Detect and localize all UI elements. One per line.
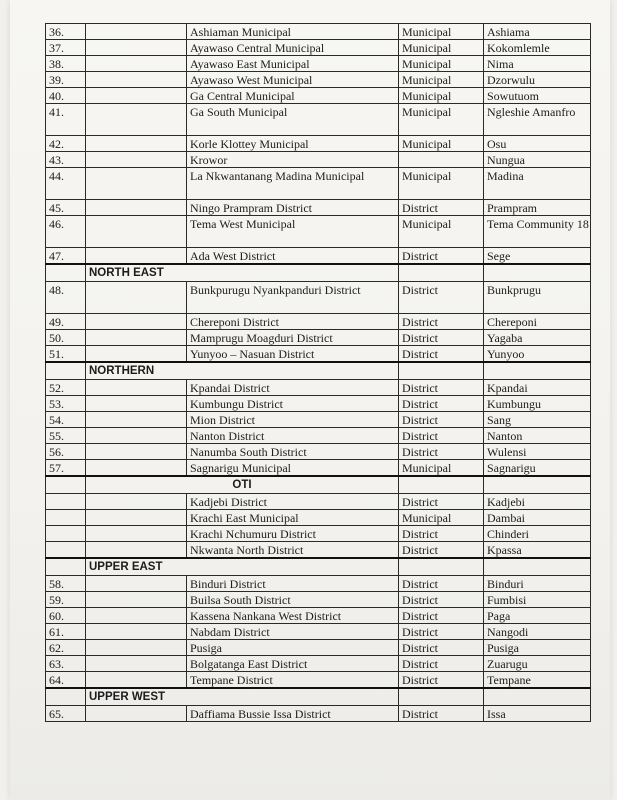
district-name: Builsa South District <box>187 592 399 608</box>
table-row <box>46 412 591 428</box>
district-capital: Dambai <box>484 510 591 526</box>
district-name: Ningo Prampram District <box>187 200 399 216</box>
row-number: 60. <box>46 608 86 624</box>
region-number-cell <box>46 558 86 576</box>
region-cell <box>86 672 187 689</box>
row-number <box>46 542 86 559</box>
district-capital: Nangodi <box>484 624 591 640</box>
region-cell <box>86 346 187 363</box>
row-number: 55. <box>46 428 86 444</box>
district-type: District <box>399 494 484 510</box>
table-row <box>46 656 591 672</box>
region-name: OTI <box>86 476 399 494</box>
region-cell <box>86 216 187 248</box>
district-type: Municipal <box>399 168 484 200</box>
district-capital: Madina <box>484 168 591 200</box>
row-number: 56. <box>46 444 86 460</box>
district-table <box>45 23 591 722</box>
row-number: 63. <box>46 656 86 672</box>
district-capital: Binduri <box>484 576 591 592</box>
region-cell <box>86 576 187 592</box>
district-capital: Pusiga <box>484 640 591 656</box>
district-capital: Osu <box>484 136 591 152</box>
district-capital: Bunkprugu <box>484 282 591 314</box>
region-cell <box>86 608 187 624</box>
row-number: 52. <box>46 380 86 396</box>
region-name: NORTH EAST <box>86 264 399 282</box>
district-type: District <box>399 248 484 265</box>
document-page <box>10 0 610 800</box>
district-type: District <box>399 672 484 689</box>
table-row <box>46 72 591 88</box>
table-row <box>46 640 591 656</box>
district-capital: Nima <box>484 56 591 72</box>
region-name: NORTHERN <box>86 362 399 380</box>
row-number: 65. <box>46 706 86 722</box>
table-row <box>46 88 591 104</box>
district-capital: Prampram <box>484 200 591 216</box>
district-type: District <box>399 542 484 559</box>
district-capital: Ngleshie Amanfro <box>484 104 591 136</box>
district-type: Municipal <box>399 72 484 88</box>
region-number-cell <box>46 688 86 706</box>
district-name: Ga South Municipal <box>187 104 399 136</box>
district-table-body <box>46 24 591 722</box>
row-number: 42. <box>46 136 86 152</box>
district-type <box>399 152 484 168</box>
table-row <box>46 592 591 608</box>
region-cell <box>86 542 187 559</box>
table-row <box>46 330 591 346</box>
district-name: Daffiama Bussie Issa District <box>187 706 399 722</box>
region-capital-cell <box>484 688 591 706</box>
row-number: 45. <box>46 200 86 216</box>
district-capital: Nanton <box>484 428 591 444</box>
region-cell <box>86 248 187 265</box>
district-name: Kadjebi District <box>187 494 399 510</box>
region-cell <box>86 526 187 542</box>
district-capital: Issa <box>484 706 591 722</box>
table-row <box>46 510 591 526</box>
district-name: Bunkpurugu Nyankpanduri District <box>187 282 399 314</box>
district-name: Krachi Nchumuru District <box>187 526 399 542</box>
table-row <box>46 56 591 72</box>
district-capital: Yunyoo <box>484 346 591 363</box>
district-capital: Kadjebi <box>484 494 591 510</box>
region-cell <box>86 706 187 722</box>
row-number: 43. <box>46 152 86 168</box>
district-type: District <box>399 412 484 428</box>
region-cell <box>86 428 187 444</box>
region-capital-cell <box>484 476 591 494</box>
region-capital-cell <box>484 558 591 576</box>
row-number <box>46 510 86 526</box>
region-cell <box>86 136 187 152</box>
table-row <box>46 24 591 40</box>
table-row <box>46 460 591 477</box>
region-type-cell <box>399 688 484 706</box>
table-row <box>46 608 591 624</box>
region-number-cell <box>46 476 86 494</box>
district-type: District <box>399 346 484 363</box>
table-row <box>46 380 591 396</box>
table-row <box>46 152 591 168</box>
region-cell <box>86 592 187 608</box>
table-row <box>46 248 591 265</box>
row-number: 41. <box>46 104 86 136</box>
district-type: District <box>399 396 484 412</box>
region-cell <box>86 330 187 346</box>
district-name: Yunyoo – Nasuan District <box>187 346 399 363</box>
district-name: Krowor <box>187 152 399 168</box>
district-name: Kpandai District <box>187 380 399 396</box>
region-header-row <box>46 476 591 494</box>
district-type: District <box>399 640 484 656</box>
district-name: Ga Central Municipal <box>187 88 399 104</box>
region-cell <box>86 152 187 168</box>
district-type: District <box>399 608 484 624</box>
region-cell <box>86 460 187 477</box>
table-row <box>46 672 591 689</box>
region-number-cell <box>46 362 86 380</box>
region-cell <box>86 444 187 460</box>
district-capital: Kokomlemle <box>484 40 591 56</box>
region-cell <box>86 412 187 428</box>
district-type: Municipal <box>399 510 484 526</box>
row-number: 46. <box>46 216 86 248</box>
district-type: District <box>399 380 484 396</box>
row-number: 58. <box>46 576 86 592</box>
district-capital: Chereponi <box>484 314 591 330</box>
table-row <box>46 346 591 363</box>
row-number: 39. <box>46 72 86 88</box>
region-cell <box>86 396 187 412</box>
region-header-row <box>46 264 591 282</box>
row-number: 64. <box>46 672 86 689</box>
region-capital-cell <box>484 264 591 282</box>
district-type: Municipal <box>399 88 484 104</box>
district-capital: Kpandai <box>484 380 591 396</box>
table-row <box>46 624 591 640</box>
region-number-cell <box>46 264 86 282</box>
row-number <box>46 494 86 510</box>
district-name: Nanton District <box>187 428 399 444</box>
district-capital: Sowutuom <box>484 88 591 104</box>
table-row <box>46 542 591 559</box>
region-cell <box>86 104 187 136</box>
district-name: Mamprugu Moagduri District <box>187 330 399 346</box>
district-name: Nanumba South District <box>187 444 399 460</box>
district-name: Ayawaso Central Municipal <box>187 40 399 56</box>
region-cell <box>86 200 187 216</box>
table-row <box>46 576 591 592</box>
district-type: Municipal <box>399 56 484 72</box>
table-row <box>46 494 591 510</box>
district-type: Municipal <box>399 104 484 136</box>
row-number: 51. <box>46 346 86 363</box>
district-capital: Fumbisi <box>484 592 591 608</box>
district-name: Pusiga <box>187 640 399 656</box>
row-number: 50. <box>46 330 86 346</box>
row-number: 53. <box>46 396 86 412</box>
district-name: Korle Klottey Municipal <box>187 136 399 152</box>
table-row <box>46 136 591 152</box>
row-number: 62. <box>46 640 86 656</box>
district-capital: Dzorwulu <box>484 72 591 88</box>
district-capital: Tempane <box>484 672 591 689</box>
district-name: Bolgatanga East District <box>187 656 399 672</box>
table-row <box>46 428 591 444</box>
district-capital: Kumbungu <box>484 396 591 412</box>
region-type-cell <box>399 558 484 576</box>
district-name: Nkwanta North District <box>187 542 399 559</box>
region-name: UPPER WEST <box>86 688 399 706</box>
district-capital: Paga <box>484 608 591 624</box>
region-type-cell <box>399 264 484 282</box>
region-header-row <box>46 362 591 380</box>
district-capital: Ashiama <box>484 24 591 40</box>
row-number: 57. <box>46 460 86 477</box>
district-type: Municipal <box>399 460 484 477</box>
row-number <box>46 526 86 542</box>
region-cell <box>86 380 187 396</box>
district-capital: Nungua <box>484 152 591 168</box>
district-type: Municipal <box>399 136 484 152</box>
region-cell <box>86 88 187 104</box>
table-row <box>46 706 591 722</box>
district-name: Ada West District <box>187 248 399 265</box>
region-cell <box>86 510 187 526</box>
region-cell <box>86 40 187 56</box>
region-type-cell <box>399 476 484 494</box>
table-row <box>46 104 591 136</box>
district-type: District <box>399 314 484 330</box>
row-number: 59. <box>46 592 86 608</box>
district-capital: Yagaba <box>484 330 591 346</box>
table-row <box>46 40 591 56</box>
row-number: 47. <box>46 248 86 265</box>
district-name: Krachi East Municipal <box>187 510 399 526</box>
region-cell <box>86 24 187 40</box>
district-name: Kassena Nankana West District <box>187 608 399 624</box>
district-capital: Tema Community 18 <box>484 216 591 248</box>
table-row <box>46 282 591 314</box>
table-row <box>46 314 591 330</box>
district-capital: Wulensi <box>484 444 591 460</box>
district-name: Ayawaso West Municipal <box>187 72 399 88</box>
row-number: 61. <box>46 624 86 640</box>
district-capital: Zuarugu <box>484 656 591 672</box>
region-cell <box>86 640 187 656</box>
region-cell <box>86 624 187 640</box>
district-capital: Sagnarigu <box>484 460 591 477</box>
table-row <box>46 200 591 216</box>
row-number: 38. <box>46 56 86 72</box>
district-capital: Kpassa <box>484 542 591 559</box>
region-name: UPPER EAST <box>86 558 399 576</box>
district-name: Tema West Municipal <box>187 216 399 248</box>
region-cell <box>86 494 187 510</box>
district-type: District <box>399 706 484 722</box>
region-cell <box>86 168 187 200</box>
district-name: Ashiaman Municipal <box>187 24 399 40</box>
table-row <box>46 444 591 460</box>
district-name: Kumbungu District <box>187 396 399 412</box>
district-type: District <box>399 576 484 592</box>
row-number: 40. <box>46 88 86 104</box>
table-row <box>46 168 591 200</box>
district-name: La Nkwantanang Madina Municipal <box>187 168 399 200</box>
region-header-row <box>46 688 591 706</box>
district-type: District <box>399 428 484 444</box>
region-cell <box>86 72 187 88</box>
district-type: Municipal <box>399 216 484 248</box>
table-row <box>46 526 591 542</box>
row-number: 48. <box>46 282 86 314</box>
district-name: Binduri District <box>187 576 399 592</box>
district-name: Chereponi District <box>187 314 399 330</box>
row-number: 49. <box>46 314 86 330</box>
district-type: District <box>399 656 484 672</box>
district-type: District <box>399 444 484 460</box>
region-cell <box>86 282 187 314</box>
district-type: District <box>399 282 484 314</box>
district-type: Municipal <box>399 24 484 40</box>
district-name: Mion District <box>187 412 399 428</box>
row-number: 36. <box>46 24 86 40</box>
table-row <box>46 216 591 248</box>
district-capital: Sang <box>484 412 591 428</box>
table-row <box>46 396 591 412</box>
region-cell <box>86 56 187 72</box>
region-capital-cell <box>484 362 591 380</box>
district-name: Sagnarigu Municipal <box>187 460 399 477</box>
district-type: District <box>399 200 484 216</box>
district-capital: Chinderi <box>484 526 591 542</box>
district-name: Nabdam District <box>187 624 399 640</box>
district-name: Ayawaso East Municipal <box>187 56 399 72</box>
district-capital: Sege <box>484 248 591 265</box>
district-type: District <box>399 592 484 608</box>
region-cell <box>86 314 187 330</box>
region-header-row <box>46 558 591 576</box>
district-type: Municipal <box>399 40 484 56</box>
row-number: 54. <box>46 412 86 428</box>
region-type-cell <box>399 362 484 380</box>
district-type: District <box>399 624 484 640</box>
row-number: 37. <box>46 40 86 56</box>
district-type: District <box>399 526 484 542</box>
district-type: District <box>399 330 484 346</box>
row-number: 44. <box>46 168 86 200</box>
region-cell <box>86 656 187 672</box>
district-name: Tempane District <box>187 672 399 689</box>
